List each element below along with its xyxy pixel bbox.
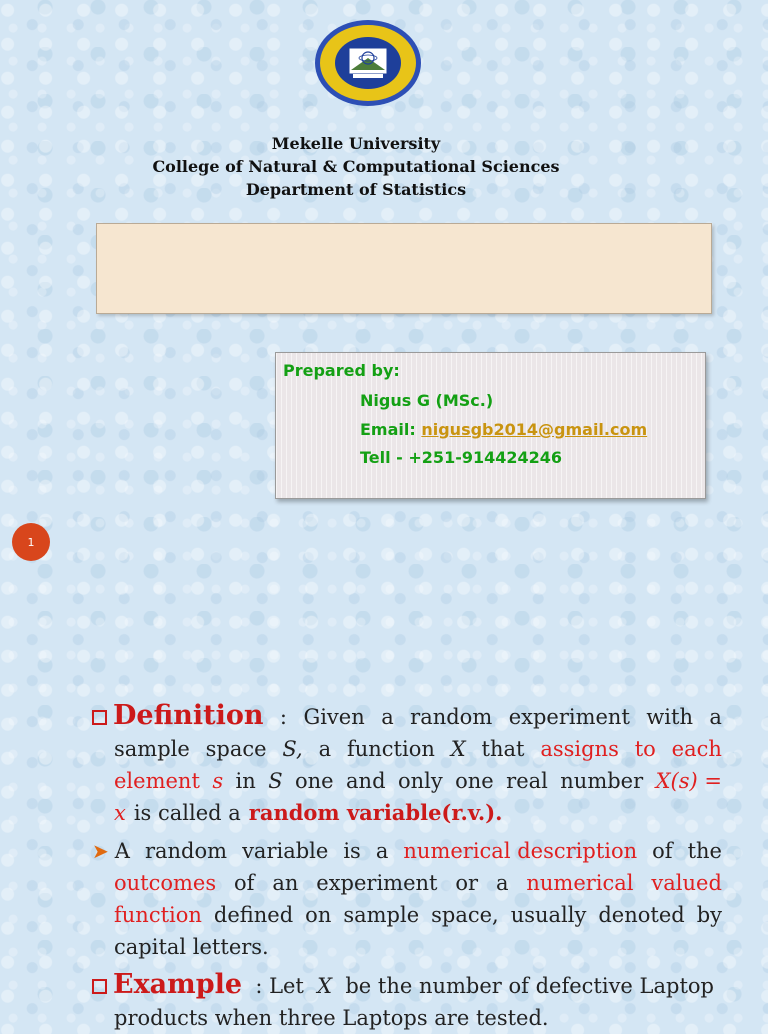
bullet-line-4: capital letters. [114,935,269,959]
department-name: Department of Statistics [245,180,467,199]
email-label: Email: [360,420,416,439]
definition-line-2: sample space S, a function X that assigns to each [114,737,722,761]
arrow-bullet-icon: ➤ [92,839,109,863]
definition-content [92,700,722,1034]
example-heading: Example [92,969,242,1002]
random-variable-term: random variable(r.v.). [248,800,503,825]
checkbox-bullet-icon [92,710,107,725]
email-line [360,420,647,439]
phone-line: Tell - +251-914424246 [360,448,563,467]
definition-line-4: x is called a random variable(r.v.). [92,797,722,829]
bullet-line-3: function defined on sample space, usually denoted by [114,903,722,927]
title-box [96,223,712,314]
definition-line-3: element s in S one and only one real number X(s) = [114,769,722,793]
bullet-line-2: outcomes of an experiment or a numerical valued [114,871,722,895]
definition-heading: Definition [92,700,263,733]
example-line-1: Example : Let X be the number of defective Laptop [92,969,722,1002]
checkbox-bullet-icon [92,979,107,994]
university-name: Mekelle University [271,134,441,153]
institution-header [0,132,712,201]
university-logo [313,18,423,108]
author-name: Nigus G (MSc.) [360,391,494,410]
prepared-by-box [275,352,706,499]
bullet-line-1: ➤ A random variable is a numerical description of the [92,839,722,863]
email-link[interactable]: nigusgb2014@gmail.com [421,420,648,439]
college-name: College of Natural & Computational Sciences [152,157,560,176]
definition-line-1: Definition : Given a random experiment with a [92,700,722,733]
page-number-badge: 1 [12,523,50,561]
prepared-label: Prepared by: [283,361,400,380]
example-line-2: products when three Laptops are tested. [114,1006,549,1030]
